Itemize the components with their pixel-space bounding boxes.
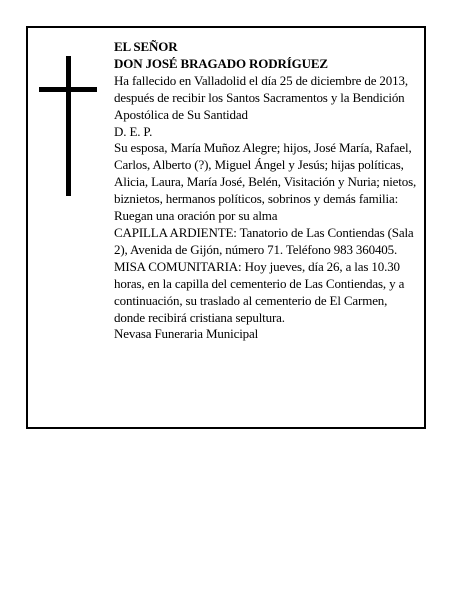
cross-vertical-bar (66, 56, 71, 196)
obituary-notice (26, 26, 426, 429)
cross-horizontal-bar (39, 87, 97, 92)
prayer-request: Ruegan una oración por su alma (114, 208, 278, 224)
chapel-info: CAPILLA ARDIENTE: Tanatorio de Las Contiendas (Sala 2), Avenida de Gijón, número 71. Teléfono 983 360405. (114, 224, 414, 257)
family-list: Su esposa, María Muñoz Alegre; hijos, José María, Rafael, Carlos, Alberto (?), Miguel Ángel y Jesús; hijas políticas, Alicia, Laura, María José, Belén, Visitación y Nuria; nietos, biznietos, hermanos políticos, sobrinos y demás familia: (114, 140, 417, 207)
title-line-1: EL SEÑOR (114, 39, 178, 54)
death-announcement: Ha fallecido en Valladolid el día 25 de diciembre de 2013, después de recibir los Santos Sacramentos y la Bendición Apostólica de Su Santidad (114, 72, 408, 122)
funeral-home: Nevasa Funeraria Municipal (114, 326, 259, 342)
dep-abbreviation: D. E. P. (114, 123, 153, 139)
mass-info: MISA COMUNITARIA: Hoy jueves, día 26, a las 10.30 horas, en la capilla del cementerio de Las Contiendas, y a continuación, su traslado al cementerio de El Carmen, donde recibirá cristiana sepultura. (114, 258, 405, 325)
obituary-text (114, 39, 419, 343)
deceased-name: DON JOSÉ BRAGADO RODRÍGUEZ (114, 55, 328, 71)
cross-icon (39, 56, 97, 196)
